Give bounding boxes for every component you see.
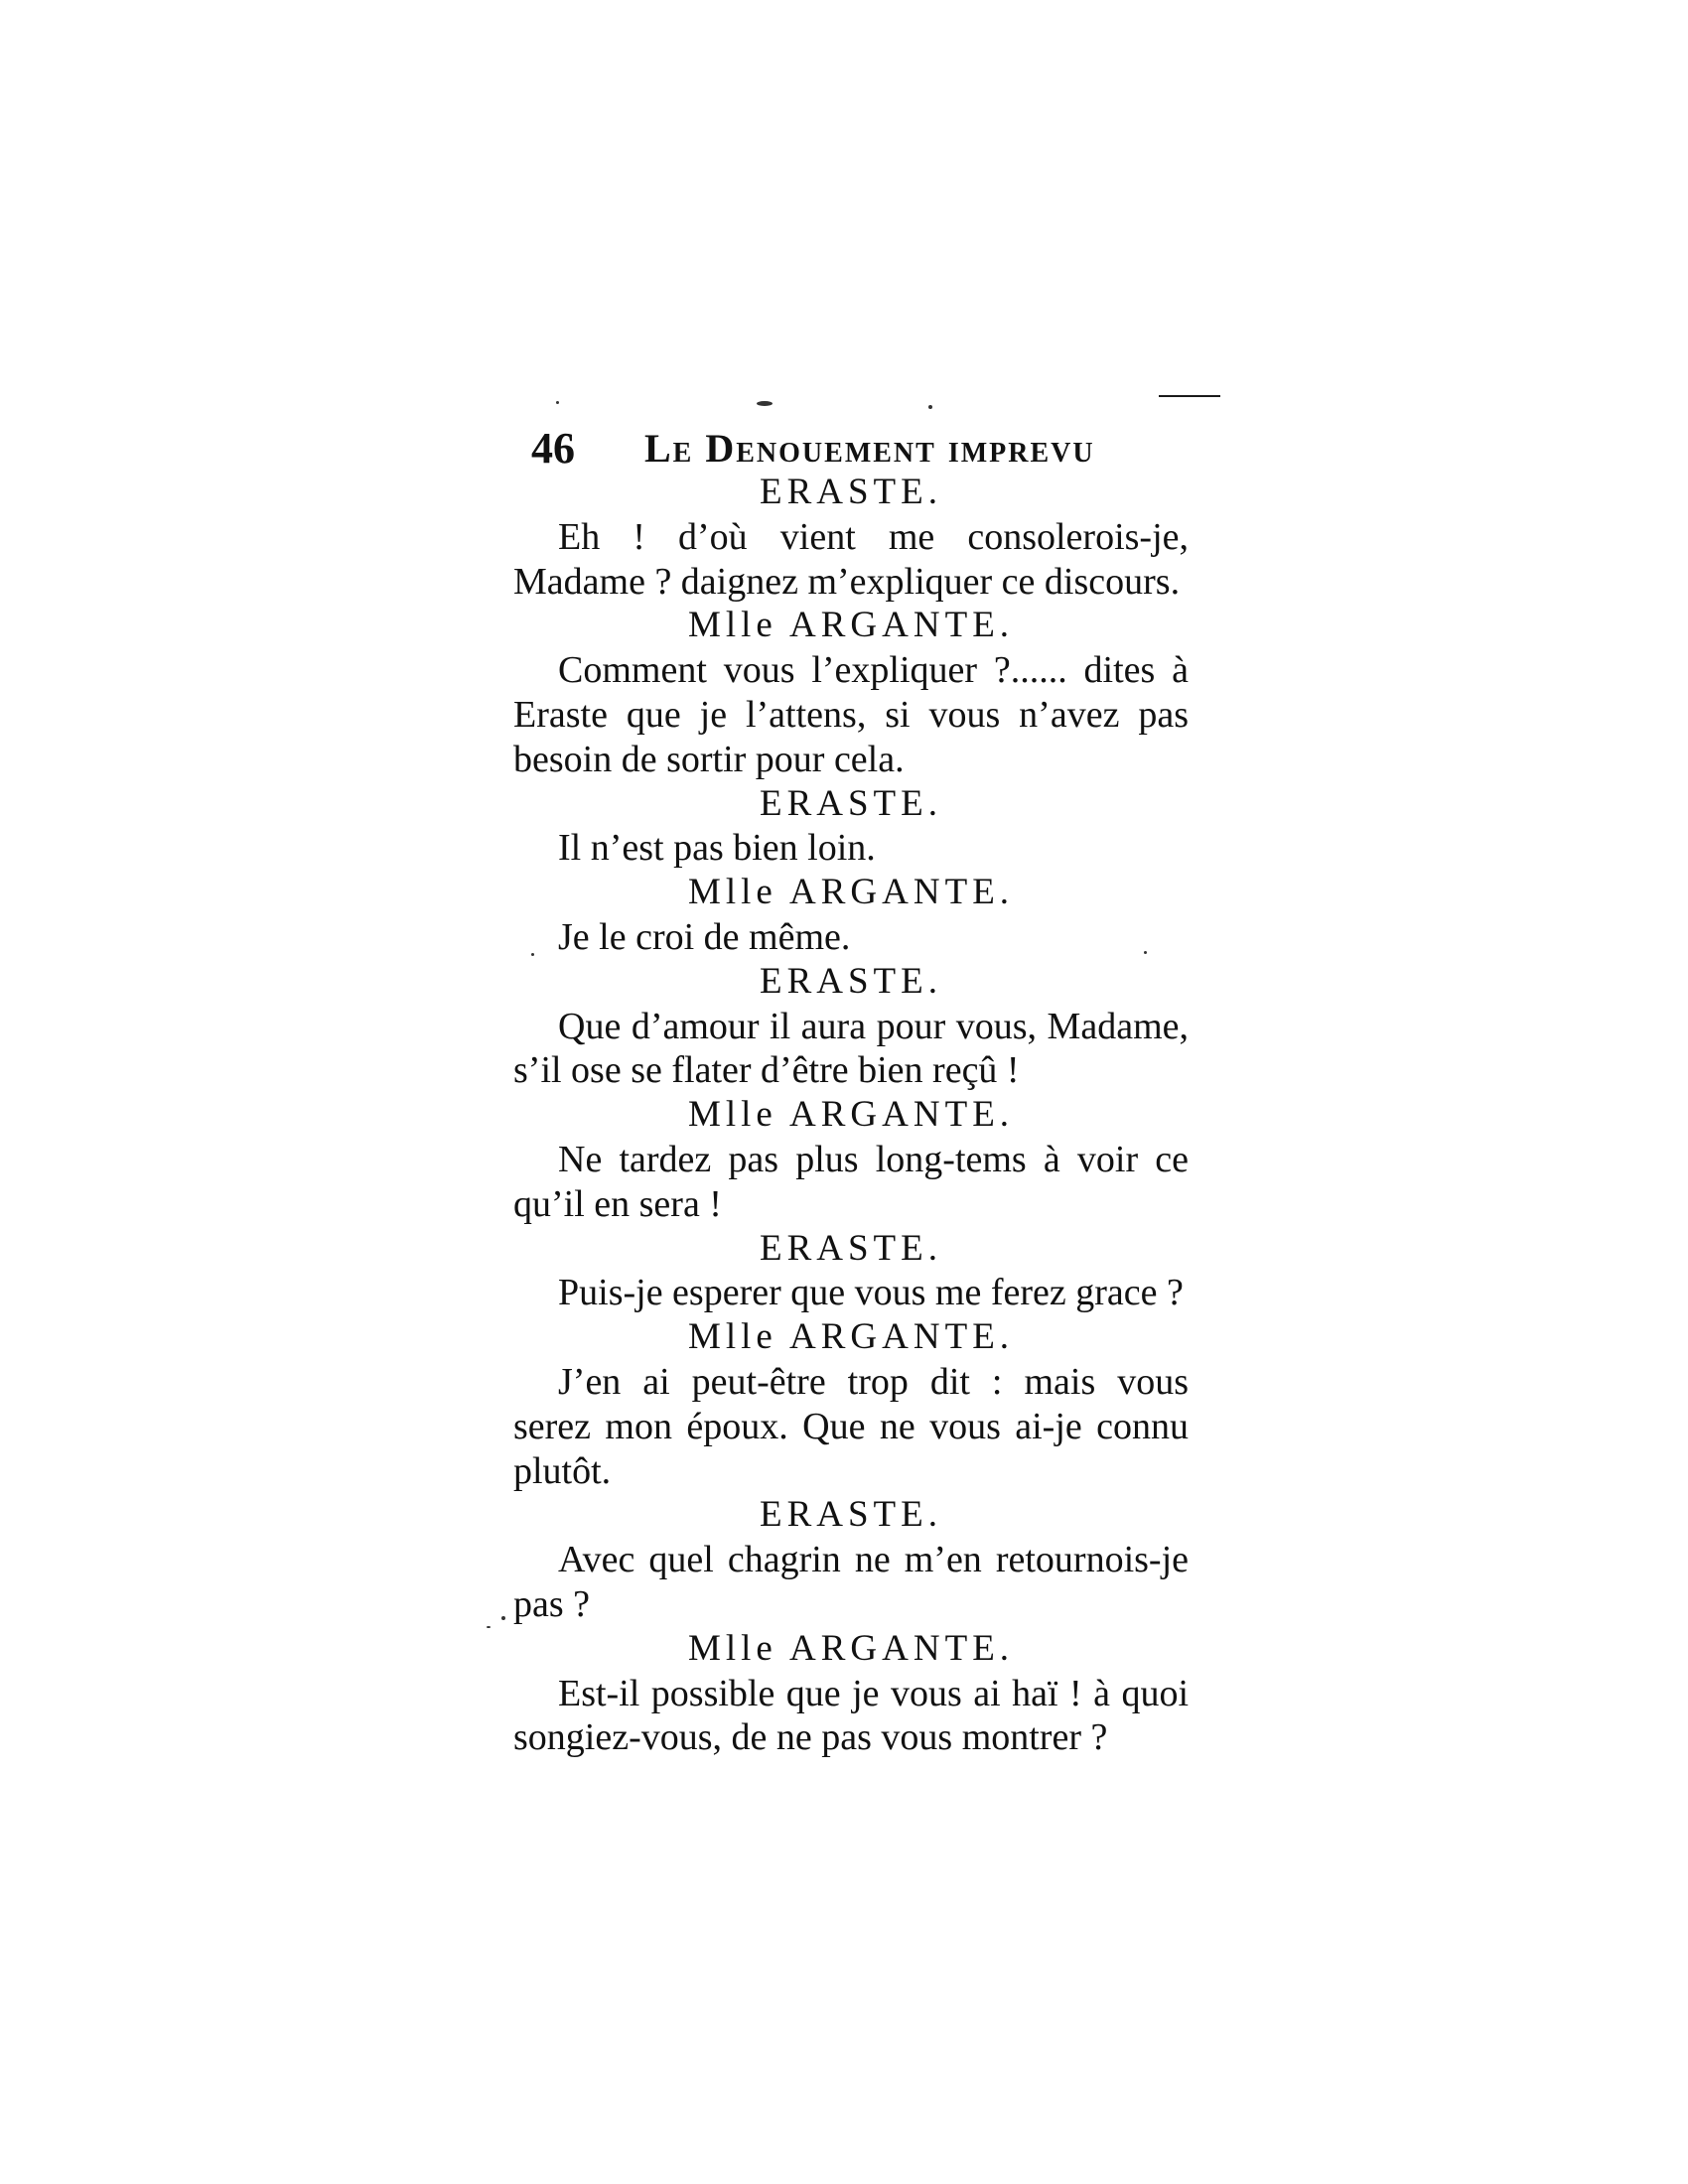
speaker-name: ERASTE. (759, 1494, 943, 1536)
speaker-name: ERASTE. (759, 960, 943, 1002)
speaker-name: Mlle ARGANTE. (687, 1627, 1015, 1669)
speech-text: Est-il possible que je vous ai haï ! à quoi songiez-vous, de ne pas vous montrer ? (513, 1672, 1189, 1759)
speaker-name: ERASTE. (759, 1227, 943, 1269)
ink-speck (556, 401, 559, 404)
speech-text: Comment vous l’expliquer ?...... dites à Eraste que je l’attens, si vous n’avez pas besoin de sortir pour cela. (513, 649, 1189, 780)
speech-text: Avec quel chagrin ne m’en retournois-je pas ? (513, 1539, 1189, 1625)
speech-text: Je le croi de même. (558, 915, 851, 958)
ink-speck (501, 1616, 505, 1620)
ink-speck (928, 405, 932, 409)
page-header (531, 425, 1167, 473)
dialogue-text (513, 471, 1189, 1760)
speaker-name: Mlle ARGANTE. (687, 605, 1015, 646)
speech-text: Puis-je esperer que vous me ferez grace ? (558, 1272, 1184, 1314)
speech-text: Que d’amour il aura pour vous, Madame, s’il ose se flater d’être bien reçû ! (513, 1005, 1189, 1092)
top-rule (1159, 395, 1220, 397)
speaker-name: ERASTE. (759, 472, 943, 512)
page-number: 46 (531, 424, 575, 473)
speaker-name: Mlle ARGANTE. (687, 1316, 1015, 1358)
speech-text: Ne tardez pas plus long-tems à voir ce qu’il en sera ! (513, 1138, 1189, 1225)
speaker-name: Mlle ARGANTE. (687, 872, 1015, 913)
speech-text: J’en ai peut-être trop dit : mais vous serez mon époux. Que ne vous ai-je connu plutôt. (513, 1360, 1189, 1492)
speaker-name: ERASTE. (759, 782, 943, 824)
ink-speck (487, 1626, 491, 1628)
ink-speck (757, 401, 773, 406)
running-title: Le Denouement imprevu (644, 426, 1095, 471)
speaker-name: Mlle ARGANTE. (687, 1094, 1015, 1136)
speech-text: Eh ! d’où vient me consolerois-je, Madame ? daignez m’expliquer ce discours. (513, 515, 1189, 603)
speech-text: Il n’est pas bien loin. (558, 827, 876, 870)
